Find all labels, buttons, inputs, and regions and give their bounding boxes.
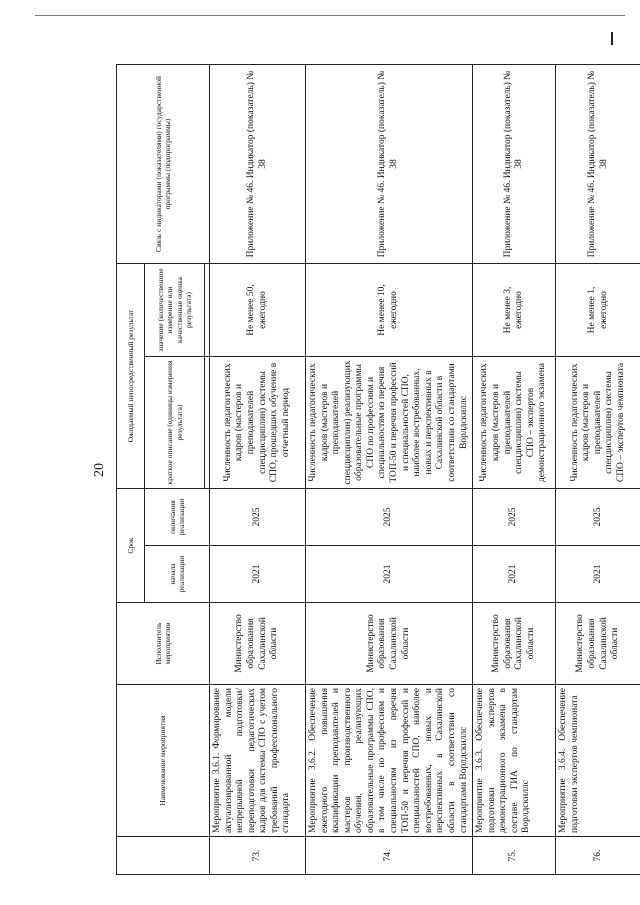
measure-executor: Министерство образования Сахалинской области	[306, 603, 473, 685]
table-row	[306, 65, 473, 875]
table-row	[556, 65, 640, 875]
rotated-page	[92, 65, 637, 875]
header-result: Ожидаемый непосредственный результат	[117, 264, 145, 489]
row-number: 74.	[306, 837, 473, 875]
measure-name: Мероприятие 3.6.2. Обеспечение ежегодного повышения квалификации преподавателей и мастеров производственного обучения, реализующих образовательные программы СПО, в том числе по профессиям и специальностям из перечня ТОП-50 и перечня профессий и специальностей СПО, наиболее востребованных, новых и перспективных в Сахалинской области в соответствии со стандартами Ворлдскиллс	[306, 685, 473, 837]
indicator-link: Приложение № 46. Индикатор (показатель) № 38	[473, 65, 556, 264]
header-value: значение (количественное измерение или качественная оценка результата)	[145, 264, 205, 357]
measure-executor: Министерство образования Сахалинской области	[473, 603, 556, 685]
indicator-link: Приложение № 46. Индикатор (показатель) № 38	[306, 65, 473, 264]
header-start: начала реализации	[145, 546, 210, 603]
result-description: Численность педагогических кадров (мастеров и преподавателей спецдисциплин) реализующих образовательные программы СПО по профессиям и специальностям из перечня ТОП-50 и перечня профессий и специальностей СПО, наиболее востребованных, новых и перспективных в Сахалинской области в соответствии со стандартами Ворлдскиллс	[306, 357, 473, 489]
result-description: Численность педагогических кадров (мастеров и преподавателей спецдисциплин) системы СПО, прошедших обучение в отчетный период	[210, 357, 306, 489]
measure-start: 2021	[306, 546, 473, 603]
measure-name: Мероприятие 3.6.1. Формирование актуализированной модели непрерывной подготовки/переподготовки педагогических кадров для системы СПО с учетом требований профессионального стандарта	[210, 685, 306, 837]
row-number: 76.	[556, 837, 640, 875]
header-executor: Исполнитель мероприятия	[117, 603, 210, 685]
measure-start: 2021	[556, 546, 640, 603]
measure-executor: Министерство образования Сахалинской области	[210, 603, 306, 685]
indicator-link: Приложение № 46. Индикатор (показатель) № 38	[556, 65, 640, 264]
header-link: Связь с индикаторами (показателями) государственной программы (подпрограммы)	[117, 65, 210, 264]
header-name: Наименование мероприятия	[117, 685, 210, 837]
measure-name: Мероприятие 3.6.4. Обеспечение подготовки экспертов чемпионата	[556, 685, 640, 837]
measures-table	[116, 64, 640, 875]
result-value: Не менее 3, ежегодно	[473, 264, 556, 357]
measure-end: 2025	[556, 489, 640, 546]
result-value: Не менее 10, ежегодно	[306, 264, 473, 357]
measure-end: 2025	[306, 489, 473, 546]
row-number: 75.	[473, 837, 556, 875]
header-num	[117, 837, 210, 875]
result-value: Не менее 50, ежегодно	[210, 264, 306, 357]
header-row-1	[117, 65, 145, 875]
header-short-desc: краткое описание (единицы измерения результата)	[145, 357, 205, 489]
indicator-link: Приложение № 46. Индикатор (показатель) № 38	[210, 65, 306, 264]
table-row	[473, 65, 556, 875]
table-row	[210, 65, 306, 875]
page-number: 20	[92, 463, 107, 477]
measure-end: 2025	[210, 489, 306, 546]
measure-start: 2021	[210, 546, 306, 603]
margin-mark	[611, 32, 613, 45]
measure-name: Мероприятие 3.6.3. Обеспечение подготовки экспертов демонстрационного экзамена в составе ГИА по стандартам Ворлдскиллс	[473, 685, 556, 837]
result-value: Не менее 1, ежегодно	[556, 264, 640, 357]
top-rule	[35, 15, 625, 16]
result-description: Численность педагогических кадров (мастеров и преподавателей спецдисциплин) системы СПО – экспертов чемпионата	[556, 357, 640, 489]
measure-start: 2021	[473, 546, 556, 603]
header-term: Срок	[117, 489, 145, 603]
result-description: Численность педагогических кадров (мастеров и преподавателей спецдисциплин) системы СПО – экспертов демонстрационного экзамена	[473, 357, 556, 489]
measure-end: 2025	[473, 489, 556, 546]
row-number: 73.	[210, 837, 306, 875]
header-end: окончания реализации	[145, 489, 210, 546]
measure-executor: Министерство образования Сахалинской области	[556, 603, 640, 685]
